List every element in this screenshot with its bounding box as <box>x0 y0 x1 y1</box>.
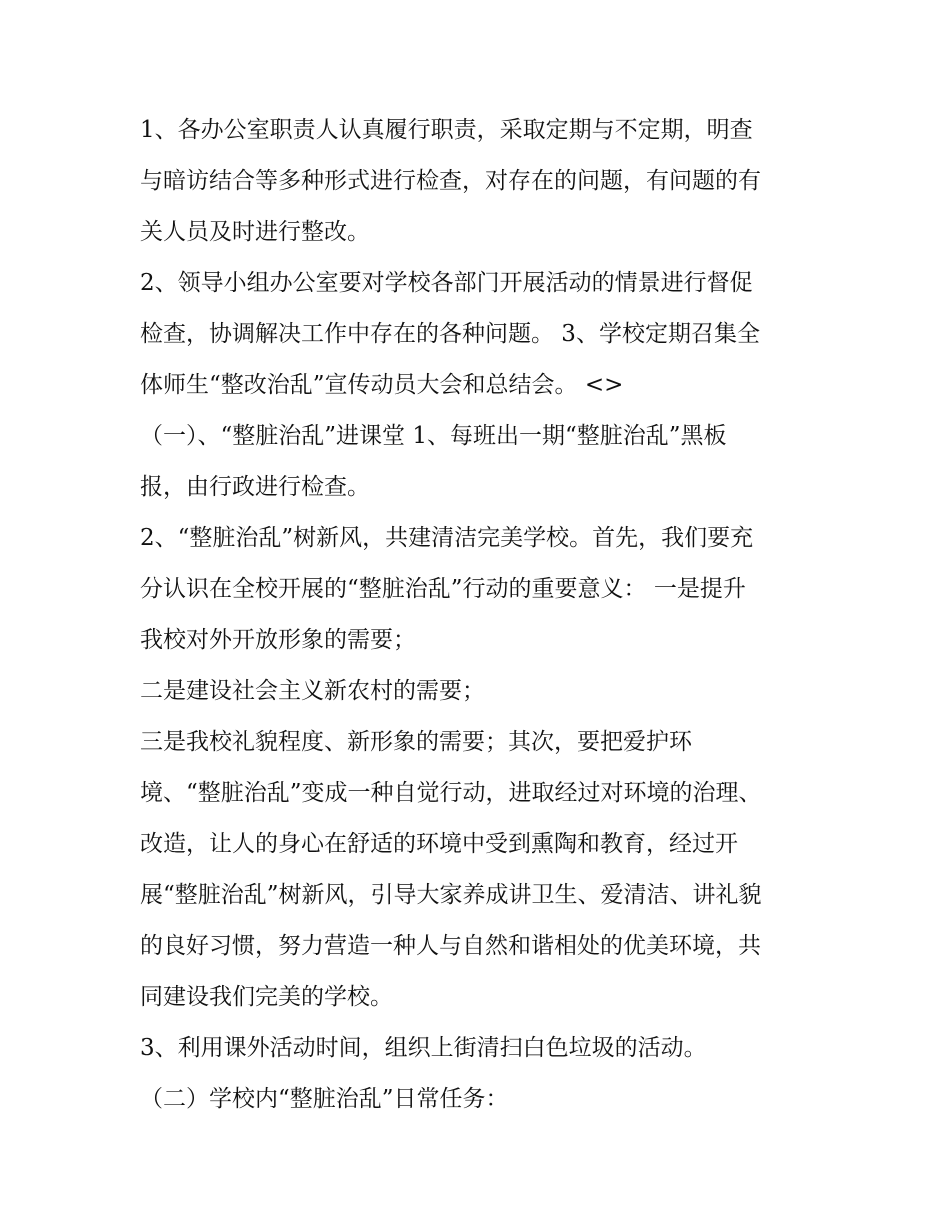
text-line: 二是建设社会主义新农村的需要； <box>140 678 485 704</box>
text-line: 检查，协调解决工作中存在的各种问题。 3、学校定期召集全 <box>140 321 760 347</box>
text-line: 3、利用课外活动时间，组织上街清扫白色垃圾的活动。 <box>140 1035 707 1061</box>
text-line: 与暗访结合等多种形式进行检查，对存在的问题，有问题的有 <box>140 168 761 194</box>
text-line: 2、“整脏治乱”树新风，共建清洁完美学校。首先，我们要充 <box>140 525 754 551</box>
text-line: 我校对外开放形象的需要； <box>140 627 416 653</box>
text-line: 展“整脏治乱”树新风，引导大家养成讲卫生、爱清洁、讲礼貌 <box>140 882 762 908</box>
text-line: 关人员及时进行整改。 <box>140 219 370 245</box>
text-line: 三是我校礼貌程度、新形象的需要；其次，要把爱护环 <box>140 729 692 755</box>
text-line: 报，由行政进行检查。 <box>140 474 370 500</box>
text-line: 的良好习惯，努力营造一种人与自然和谐相处的优美环境，共 <box>140 933 761 959</box>
text-line: 同建设我们完美的学校。 <box>140 984 393 1010</box>
text-line: 境、“整脏治乱”变成一种自觉行动，进取经过对环境的治理、 <box>140 780 762 806</box>
text-line: （一）、“整脏治乱”进课堂 1、每班出一期“整脏治乱”黑板 <box>140 423 727 449</box>
text-line: 1、各办公室职责人认真履行职责，采取定期与不定期，明查 <box>140 117 753 143</box>
text-line: 改造，让人的身心在舒适的环境中受到熏陶和教育，经过开 <box>140 831 738 857</box>
text-line: 2、领导小组办公室要对学校各部门开展活动的情景进行督促 <box>140 270 753 296</box>
text-line: 分认识在全校开展的“整脏治乱”行动的重要意义： 一是提升 <box>140 576 746 602</box>
text-line: （二）学校内“整脏治乱”日常任务： <box>140 1086 509 1112</box>
text-line: 体师生“整改治乱”宣传动员大会和总结会。 <> <box>140 372 624 398</box>
